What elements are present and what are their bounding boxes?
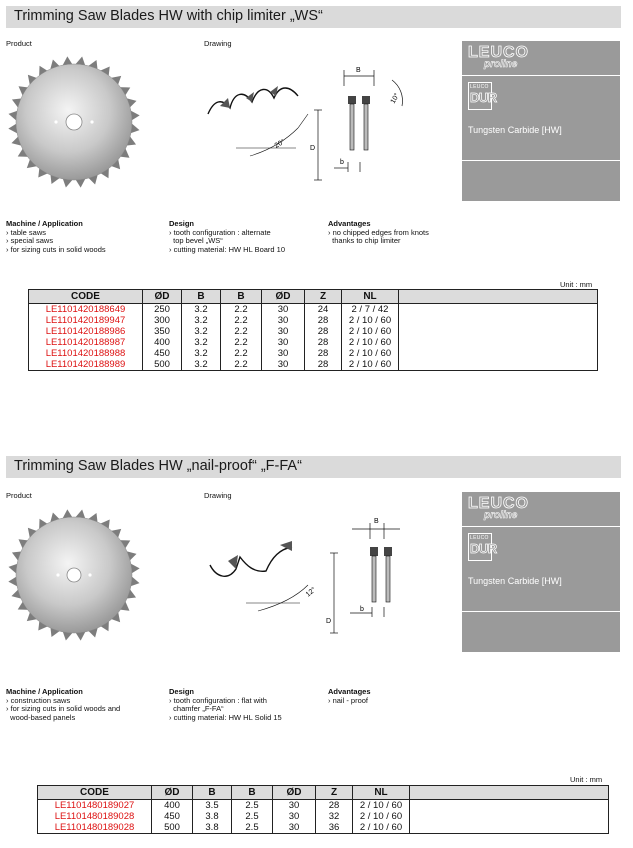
dim-b-label: b bbox=[360, 606, 364, 613]
section-title-bar bbox=[6, 456, 621, 478]
leuco-logo: LEUCO bbox=[468, 495, 529, 512]
table-row: LE1101420188649 250 3.2 2.2 30 24 2 / 7 / 42 bbox=[29, 304, 598, 316]
dim-B-label: B bbox=[374, 518, 379, 525]
dim-B-label: B bbox=[356, 67, 361, 74]
saw-blade-image bbox=[4, 505, 144, 645]
dim-D-label: D bbox=[310, 145, 316, 152]
advantages-info: Advantages › no chipped edges from knots thanks to chip limiter bbox=[328, 219, 429, 246]
brand-material-block bbox=[462, 527, 620, 612]
drawing-label: Drawing bbox=[204, 39, 232, 48]
brand-logo-block bbox=[462, 492, 620, 527]
dim-b-label: b bbox=[340, 159, 344, 166]
material-label: Tungsten Carbide [HW] bbox=[468, 576, 562, 586]
material-label: Tungsten Carbide [HW] bbox=[468, 125, 562, 135]
leuco-dur-logo: LEUCO DUR bbox=[468, 533, 492, 561]
table-row: LE1101420188987 400 3.2 2.2 30 28 2 / 10 / 60 bbox=[29, 337, 598, 348]
design-info: Design › tooth configuration : flat with chamfer „F-FA“ › cutting material: HW HL Solid 15 bbox=[169, 687, 282, 722]
table-row: LE1101420189947 300 3.2 2.2 30 28 2 / 10 / 60 bbox=[29, 315, 598, 326]
table-row: LE1101420188989 500 3.2 2.2 30 28 2 / 10 / 60 bbox=[29, 359, 598, 371]
brand-empty-block bbox=[462, 612, 620, 652]
product-label: Product bbox=[6, 39, 32, 48]
table-row: LE1101420188988 450 3.2 2.2 30 28 2 / 10 / 60 bbox=[29, 348, 598, 359]
proline-logo: proline bbox=[484, 59, 518, 70]
product-label: Product bbox=[6, 491, 32, 500]
machine-application: Machine / Application › construction saws › for sizing cuts in solid woods and wood-based panels bbox=[6, 687, 121, 722]
product-table bbox=[37, 785, 609, 834]
leuco-logo: LEUCO bbox=[468, 44, 529, 61]
table-row: LE1101420188986 350 3.2 2.2 30 28 2 / 10 / 60 bbox=[29, 326, 598, 337]
drawing-angle-label: 20° bbox=[273, 138, 287, 150]
table-row: LE1101480189027 400 3.5 2.5 30 28 2 / 10 / 60 bbox=[38, 800, 609, 812]
table-header-row: CODE ØD B B ØD Z NL bbox=[38, 786, 609, 800]
section-title: Trimming Saw Blades HW „nail-proof“ „F-FA“ bbox=[14, 458, 302, 474]
drawing-angle-2-label: 10° bbox=[389, 92, 402, 105]
tooth-drawing bbox=[200, 505, 450, 645]
proline-logo: proline bbox=[484, 510, 518, 521]
unit-label: Unit : mm bbox=[570, 775, 603, 784]
leuco-dur-logo: LEUCO DUR bbox=[468, 82, 492, 110]
drawing-angle-label: 12° bbox=[304, 586, 318, 599]
unit-label: Unit : mm bbox=[560, 280, 593, 289]
machine-application: Machine / Application › table saws › special saws › for sizing cuts in solid woods bbox=[6, 219, 106, 254]
table-row: LE1101480189028 450 3.8 2.5 30 32 2 / 10 / 60 bbox=[38, 811, 609, 822]
advantages-info: Advantages › nail - proof bbox=[328, 687, 371, 705]
brand-panel bbox=[462, 492, 620, 652]
design-info: Design › tooth configuration : alternate top bevel „WS“ › cutting material: HW HL Board 10 bbox=[169, 219, 286, 254]
table-row: LE1101480189028 500 3.8 2.5 30 36 2 / 10 / 60 bbox=[38, 822, 609, 834]
section-title: Trimming Saw Blades HW with chip limiter „WS“ bbox=[14, 8, 323, 24]
drawing-label: Drawing bbox=[204, 491, 232, 500]
table-header-row: CODE ØD B B ØD Z NL bbox=[29, 290, 598, 304]
dim-D-label: D bbox=[326, 618, 332, 625]
